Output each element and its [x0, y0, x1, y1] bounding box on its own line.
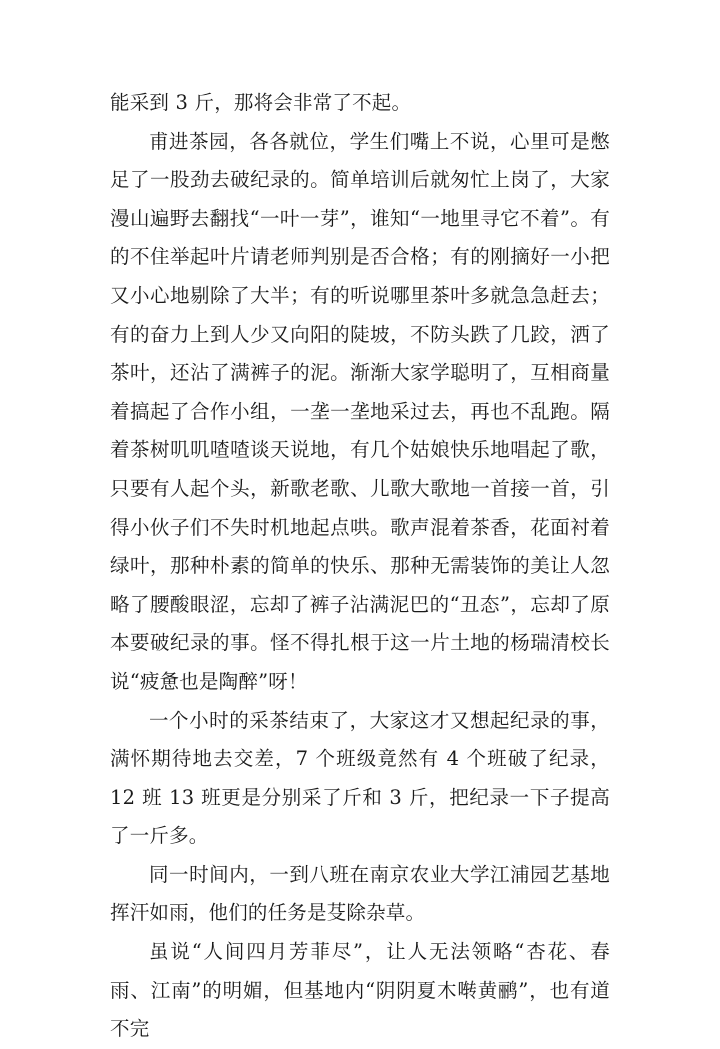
paragraph-4: 同一时间内，一到八班在南京农业大学江浦园艺基地挥汗如雨，他们的任务是芟除杂草。 [110, 862, 610, 925]
body-text [110, 84, 610, 1049]
paragraph-3: 一个小时的采茶结束了，大家这才又想起纪录的事，满怀期待地去交差，7 个班级竟然有 4 个班破了纪录，12 班 13 班更是分别采了斤和 3 斤，把纪录一下子提高了一斤多。 [110, 708, 610, 848]
paragraph-1: 能采到 3 斤，那将会非常了不起。 [110, 91, 412, 114]
paragraph-5: 虽说“人间四月芳菲尽”，让人无法领略“杏花、春雨、江南”的明媚，但基地内“阴阴夏木啭黄鹂”，也有道不完 [110, 940, 610, 1041]
paragraph-2: 甫进茶园，各各就位，学生们嘴上不说，心里可是憋足了一股劲去破纪录的。简单培训后就匆忙上岗了，大家漫山遍野去翻找“一叶一芽”，谁知“一地里寻它不着”。有的不住举起叶片请老师判别是否合格；有的刚摘好一小把又小心地剔除了大半；有的听说哪里茶叶多就急急赶去；有的奋力上到人少又向阳的陡坡，不防头跌了几跤，洒了茶叶，还沾了满裤子的泥。渐渐大家学聪明了，互相商量着搞起了合作小组，一垄一垄地采过去，再也不乱跑。隔着茶树叽叽喳喳谈天说地，有几个姑娘快乐地唱起了歌，只要有人起个头，新歌老歌、儿歌大歌地一首接一首，引得小伙子们不失时机地起点哄。歌声混着茶香，花面衬着绿叶，那种朴素的简单的快乐、那种无需装饰的美让人忽略了腰酸眼涩，忘却了裤子沾满泥巴的“丑态”，忘却了原本要破纪录的事。怪不得扎根于这一片土地的杨瑞清校长说“疲惫也是陶醉”呀！ [110, 129, 610, 693]
